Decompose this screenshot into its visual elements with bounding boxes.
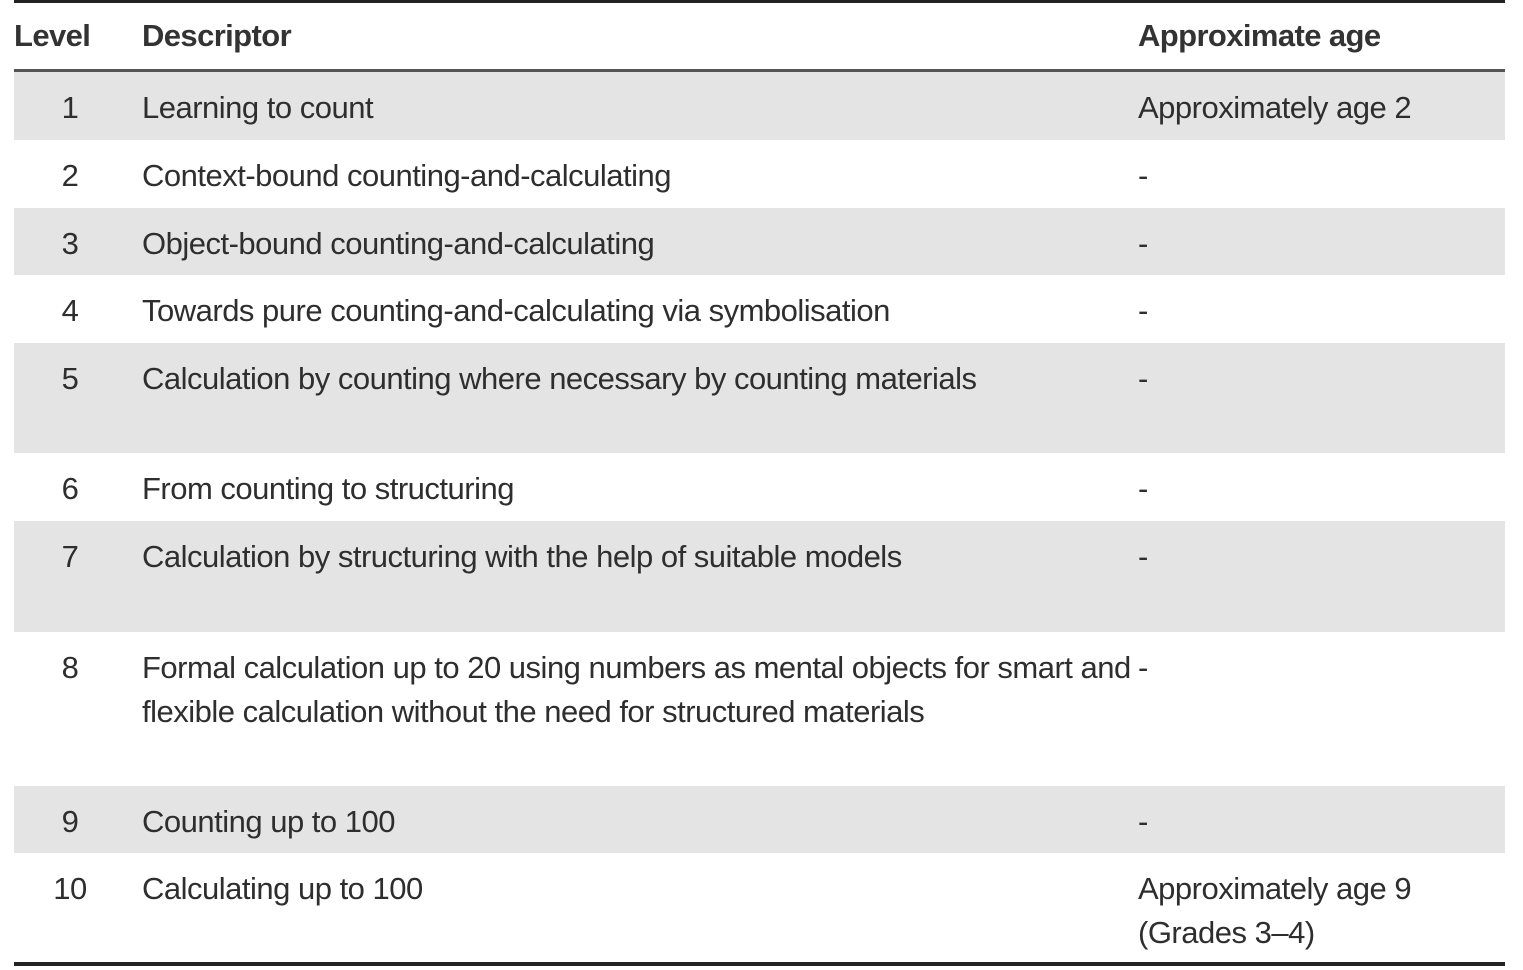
level-cell: 1 bbox=[61, 90, 79, 125]
descriptor-cell: Calculation by counting where necessary by counting materials bbox=[142, 361, 977, 396]
level-cell: 9 bbox=[61, 804, 79, 839]
level-cell: 5 bbox=[61, 361, 79, 396]
header-age: Approximate age bbox=[1138, 18, 1381, 53]
age-cell: - bbox=[1138, 226, 1148, 261]
descriptor-cell: Towards pure counting-and-calculating via symbolisation bbox=[142, 293, 890, 328]
level-cell: 6 bbox=[61, 471, 79, 506]
level-cell: 2 bbox=[61, 158, 79, 193]
descriptor-cell: Object-bound counting-and-calculating bbox=[142, 226, 655, 261]
descriptor-cell: Context-bound counting-and-calculating bbox=[142, 158, 672, 193]
level-cell: 7 bbox=[61, 539, 79, 574]
descriptor-cell: From counting to structuring bbox=[142, 471, 514, 506]
table-row bbox=[14, 208, 1505, 275]
table-header bbox=[14, 3, 1505, 69]
table-row bbox=[14, 453, 1505, 521]
descriptor-cell: Calculation by structuring with the help of suitable models bbox=[142, 539, 902, 574]
table-bottom-rule bbox=[14, 962, 1505, 966]
table-row bbox=[14, 140, 1505, 208]
age-cell: Approximately age 2 bbox=[1138, 90, 1412, 125]
age-cell: - bbox=[1138, 539, 1148, 574]
level-cell: 8 bbox=[61, 650, 79, 685]
age-cell: - bbox=[1138, 361, 1148, 396]
header-level: Level bbox=[14, 18, 91, 53]
table-row bbox=[14, 853, 1505, 962]
table-row bbox=[14, 521, 1505, 632]
descriptor-cell: Counting up to 100 bbox=[142, 804, 395, 839]
table-row bbox=[14, 275, 1505, 343]
table-row bbox=[14, 632, 1505, 786]
table-row bbox=[14, 72, 1505, 140]
level-cell: 3 bbox=[61, 226, 79, 261]
age-cell: - bbox=[1138, 471, 1148, 506]
level-cell: 10 bbox=[53, 871, 87, 906]
table-row bbox=[14, 343, 1505, 453]
level-cell: 4 bbox=[61, 293, 79, 328]
header-descriptor: Descriptor bbox=[142, 18, 292, 53]
descriptor-cell: Calculating up to 100 bbox=[142, 871, 423, 906]
levels-table bbox=[14, 0, 1505, 966]
age-cell: - bbox=[1138, 293, 1148, 328]
age-cell: - bbox=[1138, 158, 1148, 193]
age-cell: - bbox=[1138, 650, 1148, 685]
age-cell: - bbox=[1138, 804, 1148, 839]
descriptor-cell: Learning to count bbox=[142, 90, 374, 125]
table-row bbox=[14, 786, 1505, 853]
descriptor-cell: Formal calculation up to 20 using numbers as mental objects for smart and flexible calculation without the need for structured materials bbox=[142, 650, 1131, 729]
age-cell: Approximately age 9 (Grades 3–4) bbox=[1138, 871, 1412, 950]
